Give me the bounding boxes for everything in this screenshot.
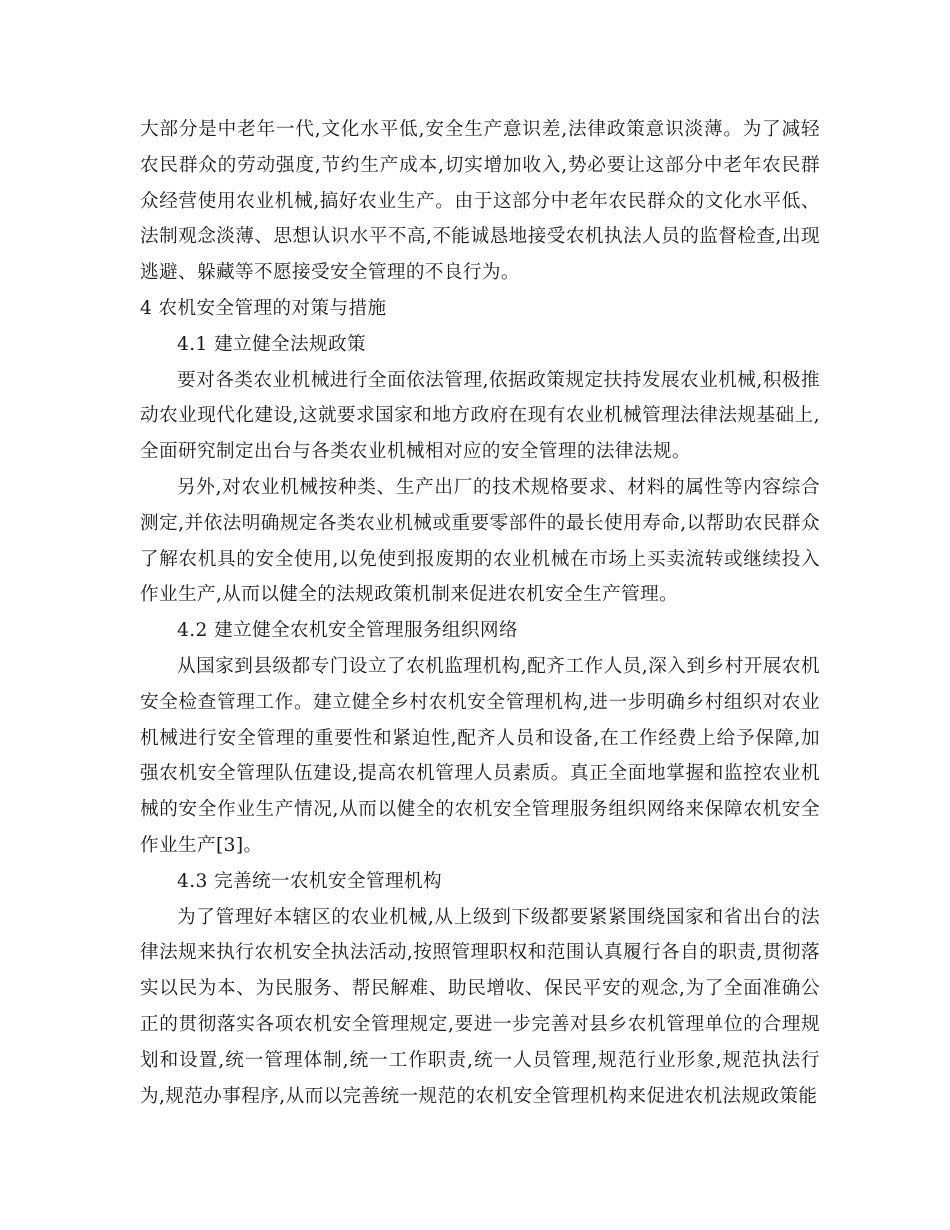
paragraph-continued: 大部分是中老年一代,文化水平低,安全生产意识差,法律政策意识淡薄。为了减轻农民群众的劳动强度,节约生产成本,切实增加收入,势必要让这部分中老年农民群众经营使用农业机械,搞好农业生产。由于这部分中老年农民群众的文化水平低、法制观念淡薄、思想认识水平不高,不能诚恳地接受农机执法人员的监督检查,出现逃避、躲藏等不愿接受安全管理的不良行为。 <box>140 119 820 284</box>
subsection-heading-4-2: 4.2 建立健全农机安全管理服务组织网络 <box>177 620 518 642</box>
subsection-heading-4-3: 4.3 完善统一农机安全管理机构 <box>177 870 443 892</box>
subsection-heading-4-1: 4.1 建立健全法规政策 <box>177 333 367 355</box>
paragraph: 为了管理好本辖区的农业机械,从上级到下级都要紧紧围绕国家和省出台的法律法规来执行农机安全执法活动,按照管理职权和范围认真履行各自的职责,贯彻落实以民为本、为民服务、帮民解难、助民增收、保民平安的观念,为了全面准确公正的贯彻落实各项农机安全管理规定,要进一步完善对县乡农机管理单位的合理规划和设置,统一管理体制,统一工作职责,统一人员管理,规范行业形象,规范执法行为,规范办事程序,从而以完善统一规范的农机安全管理机构来促进农机法规政策能 <box>140 906 820 1107</box>
document-page <box>140 112 820 1114</box>
paragraph: 从国家到县级都专门设立了农机监理机构,配齐工作人员,深入到乡村开展农机安全检查管理工作。建立健全乡村农机安全管理机构,进一步明确乡村组织对农业机械进行安全管理的重要性和紧迫性,配齐人员和设备,在工作经费上给予保障,加强农机安全管理队伍建设,提高农机管理人员素质。真正全面地掌握和监控农业机械的安全作业生产情况,从而以健全的农机安全管理服务组织网络来保障农机安全作业生产[3]。 <box>140 655 820 856</box>
paragraph: 另外,对农业机械按种类、生产出厂的技术规格要求、材料的属性等内容综合测定,并依法明确规定各类农业机械或重要零部件的最长使用寿命,以帮助农民群众了解农机具的安全使用,以免使到报废期的农业机械在市场上买卖流转或继续投入作业生产,从而以健全的法规政策机制来促进农机安全生产管理。 <box>140 476 820 606</box>
paragraph: 要对各类农业机械进行全面依法管理,依据政策规定扶持发展农业机械,积极推动农业现代化建设,这就要求国家和地方政府在现有农业机械管理法律法规基础上,全面研究制定出台与各类农业机械相对应的安全管理的法律法规。 <box>140 369 820 463</box>
section-heading-4: 4 农机安全管理的对策与措施 <box>140 297 387 319</box>
